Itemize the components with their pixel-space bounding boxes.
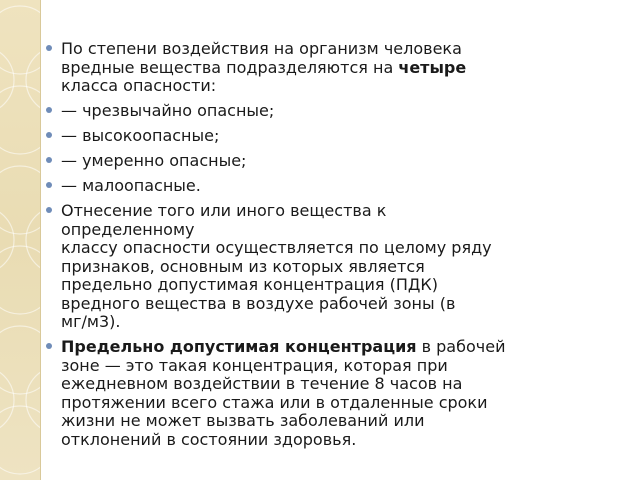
text-line: — чрезвычайно опасные; (61, 101, 275, 120)
bullet-icon (46, 343, 52, 349)
text-line: вредного вещества в воздухе рабочей зоны (в (61, 293, 456, 313)
list-item-definition (44, 338, 614, 449)
text-line: определенному (61, 219, 195, 239)
bullet-icon (46, 157, 52, 163)
text-line: протяжении всего стажа или в отдаленные сроки (61, 392, 488, 412)
text-line: зоне — это такая концентрация, которая при (61, 355, 448, 375)
text-line: По степени воздействия на организм человека (61, 39, 462, 58)
text-line: класса опасности: (61, 76, 217, 95)
text-line: ежедневном воздействии в течение 8 часов на (61, 374, 463, 393)
text-line: признаков, основным из которых является (61, 256, 425, 276)
text-line: вредные вещества подразделяются на четыре (61, 57, 467, 77)
text-line: — умеренно опасные; (61, 151, 247, 170)
bullet-icon (46, 132, 52, 138)
list-item-class-2 (44, 127, 614, 146)
bullet-icon (46, 45, 52, 51)
bullet-icon (46, 107, 52, 113)
text-line: предельно допустимая концентрация (ПДК) (61, 275, 439, 294)
text-line: — малоопасные. (61, 176, 201, 195)
list-item-class-4 (44, 177, 614, 196)
text-line: — высокоопасные; (61, 126, 220, 145)
bullet-icon (46, 182, 52, 188)
list-item-classification (44, 202, 614, 332)
text-line: классу опасности осуществляется по целому ряду (61, 238, 492, 257)
list-item-class-1 (44, 102, 614, 121)
bullet-icon (46, 207, 52, 213)
text-line: Предельно допустимая концентрация в рабочей (61, 337, 506, 356)
list-item-intro (44, 40, 614, 96)
list-item-class-3 (44, 152, 614, 171)
term-pdk: Предельно допустимая концентрация (61, 337, 417, 356)
slide-content (44, 40, 614, 456)
decorative-pattern (0, 0, 40, 480)
emphasis-four: четыре (398, 57, 467, 77)
text-line: мг/м3). (61, 312, 121, 331)
band-divider (40, 0, 41, 480)
text-line: Отнесение того или иного вещества к (61, 201, 387, 220)
text-line: отклонений в состоянии здоровья. (61, 429, 357, 449)
text-line: жизни не может вызвать заболеваний или (61, 411, 425, 430)
decorative-left-band (0, 0, 40, 480)
